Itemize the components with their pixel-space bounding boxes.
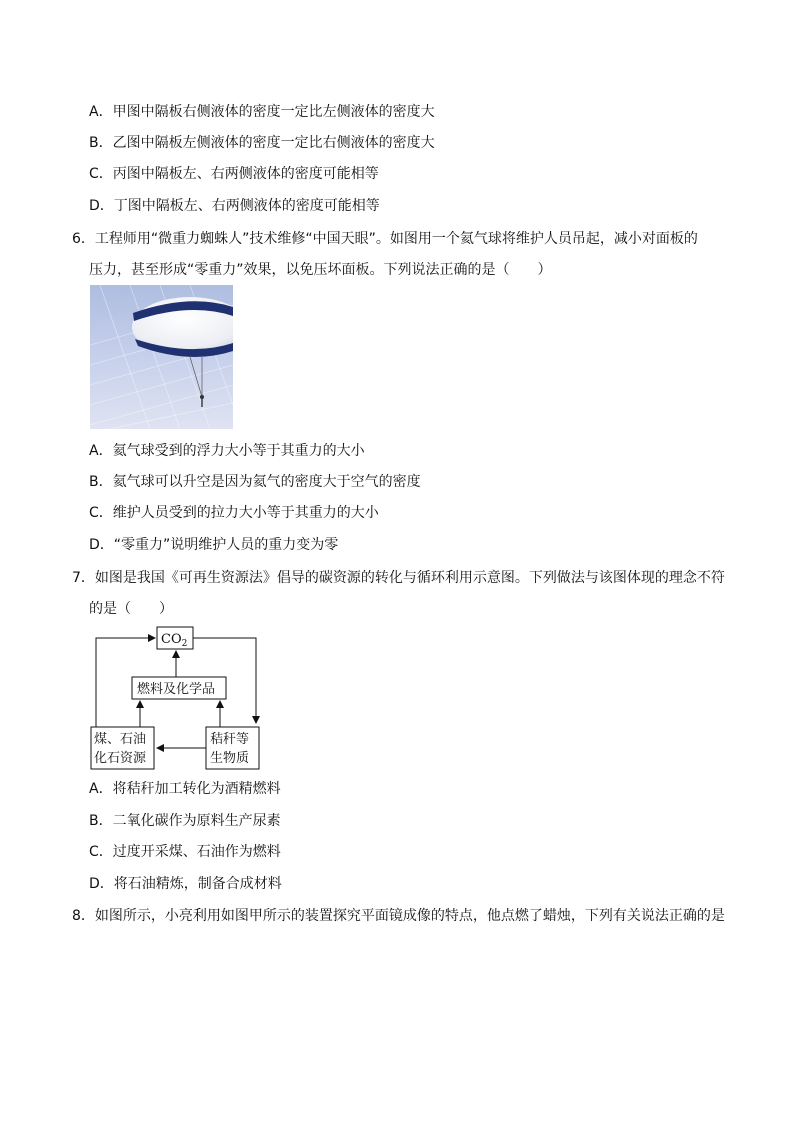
helium-balloon-photo <box>90 285 233 429</box>
q5-option-c: C．丙图中隔板左、右两侧液体的密度可能相等 <box>89 166 379 182</box>
q7-number: 7． <box>72 570 95 586</box>
q6-stem-continued: 压力，甚至形成“零重力”效果，以免压坏面板。下列说法正确的是（ ） <box>89 262 552 278</box>
q6-option-a: A．氦气球受到的浮力大小等于其重力的大小 <box>89 443 365 459</box>
q7-option-c: C．过度开采煤、石油作为燃料 <box>89 844 281 860</box>
biomass-label-line1: 秸秆等 <box>210 732 250 747</box>
balloon-photo-illustration <box>90 285 233 429</box>
carbon-cycle-diagram <box>88 625 273 771</box>
q7-option-a: A．将秸秆加工转化为酒精燃料 <box>89 781 281 797</box>
q6-number: 6． <box>72 231 95 247</box>
q7-option-b: B．二氧化碳作为原料生产尿素 <box>89 813 281 829</box>
q6-stem: 6．工程师用“微重力蜘蛛人”技术维修“中国天眼”。如图用一个氦气球将维护人员吊起，减小对面板的 <box>72 231 698 247</box>
q6-option-b: B．氦气球可以升空是因为氦气的密度大于空气的密度 <box>89 474 421 490</box>
q5-option-d: D．丁图中隔板左、右两侧液体的密度可能相等 <box>89 198 380 214</box>
q5-option-a: A．甲图中隔板右侧液体的密度一定比左侧液体的密度大 <box>89 104 435 120</box>
q8-number: 8． <box>72 908 95 924</box>
biomass-label-line2: 生物质 <box>210 751 250 766</box>
fuel-label: 燃料及化学品 <box>137 682 216 697</box>
carbon-cycle-svg <box>88 625 273 771</box>
q7-stem: 7．如图是我国《可再生资源法》倡导的碳资源的转化与循环利用示意图。下列做法与该图体现的理念不符 <box>72 570 725 586</box>
q7-option-d: D．将石油精炼，制备合成材料 <box>89 876 282 892</box>
q6-option-c: C．维护人员受到的拉力大小等于其重力的大小 <box>89 505 379 521</box>
co2-label: $CO_2$ <box>161 632 188 649</box>
q7-stem-continued: 的是（ ） <box>89 601 173 617</box>
q6-option-d: D．“零重力”说明维护人员的重力变为零 <box>89 537 339 553</box>
fossil-label-line2: 化石资源 <box>94 751 147 766</box>
q8-stem: 8．如图所示，小亮利用如图甲所示的装置探究平面镜成像的特点，他点燃了蜡烛，下列有关说法正确的是 <box>72 908 725 924</box>
fossil-label-line1: 煤、石油 <box>94 732 147 747</box>
q5-option-b: B．乙图中隔板左侧液体的密度一定比右侧液体的密度大 <box>89 135 435 151</box>
